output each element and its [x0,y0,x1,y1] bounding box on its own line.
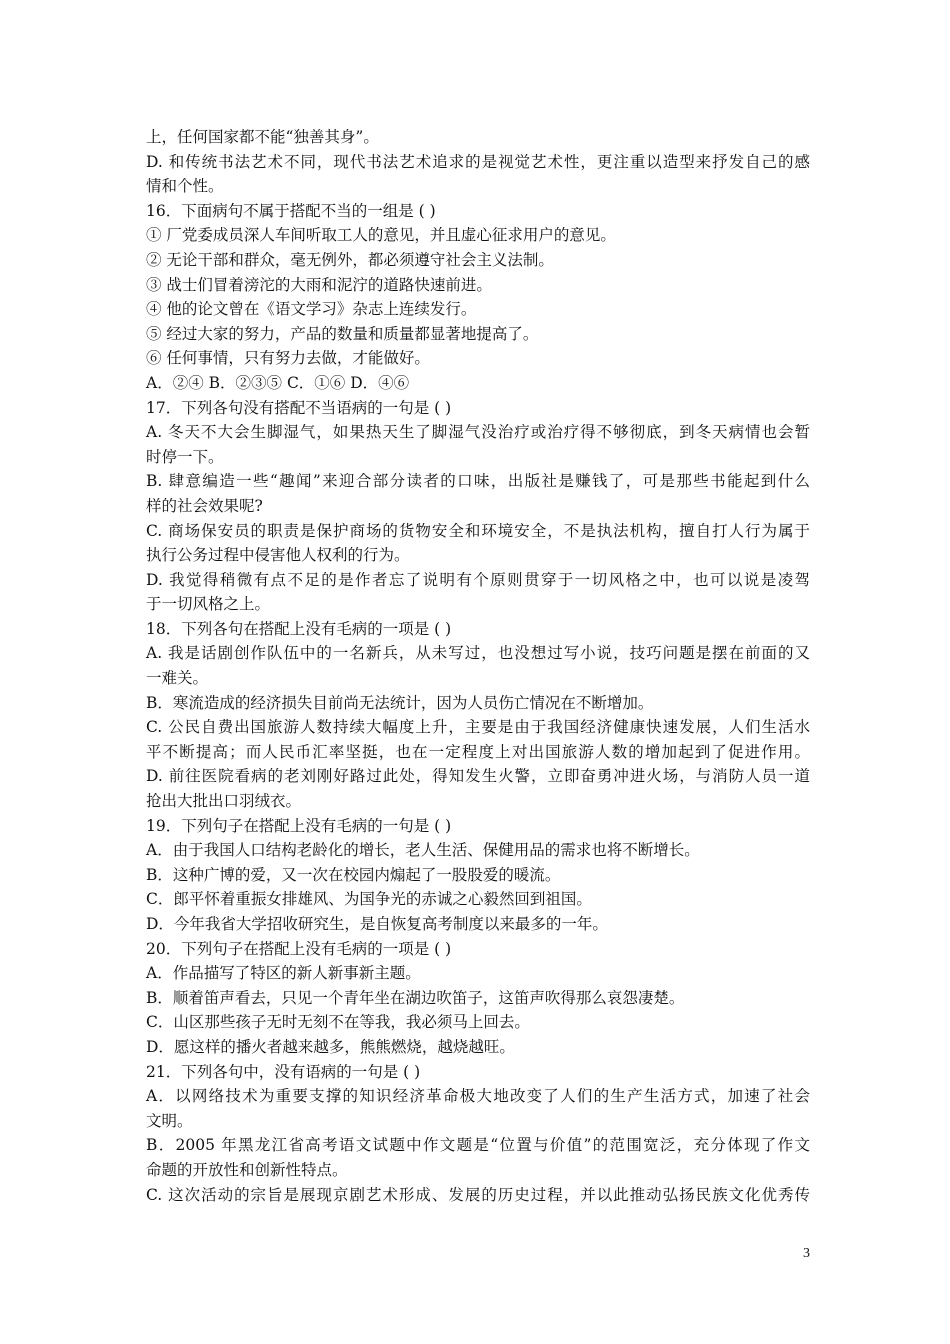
text-line: 情和个性。 [146,177,224,196]
text-line: B．顺着笛声看去，只见一个青年坐在湖边吹笛子，这笛声吹得那么哀怨凄楚。 [146,988,685,1007]
text-line: B．这种广博的爱，又一次在校园内煽起了一股股爱的暖流。 [146,865,561,884]
text-line: C．山区那些孩子无时无刻不在等我，我必须马上回去。 [146,1013,530,1032]
text-line: D．今年我省大学招收研究生，是自恢复高考制度以来最多的一年。 [146,915,608,933]
text-line: ② 无论干部和群众，毫无例外，都必须遵守社会主义法制。 [146,250,554,269]
text-line: C. 公民自费出国旅游人数持续大幅度上升，主要是由于我国经济健康快速发展，人们生活水 [146,718,810,737]
text-line: D．愿这样的播火者越来越多，熊熊燃烧，越烧越旺。 [146,1037,515,1056]
text-line: 17．下列各句没有搭配不当语病的一句是 ( ) [146,398,452,417]
text-line: 20．下列句子在搭配上没有毛病的一项是 ( ) [146,939,452,958]
page-number: 3 [803,1246,810,1261]
text-line: ⑥ 任何事情，只有努力去做，才能做好。 [146,349,430,368]
text-line: ③ 战士们冒着滂沱的大雨和泥泞的道路快速前进。 [146,275,492,294]
text-line: 上，任何国家都不能“独善其身”。 [146,128,379,146]
text-line: 样的社会效果呢? [146,496,263,515]
text-line: A．②④ B．②③⑤ C．①⑥ D．④⑥ [146,373,410,392]
text-line: A．作品描写了特区的新人新事新主题。 [146,964,421,983]
text-line: 19．下列句子在搭配上没有毛病的一句是 ( ) [146,816,452,835]
text-line: A. 冬天不大会生脚湿气，如果热天生了脚湿气没治疗或治疗得不够彻底，到冬天病情也会暂 [146,423,810,442]
text-line: 21．下列各句中，没有语病的一句是 ( ) [146,1062,421,1081]
text-line: 平不断提高；而人民币汇率坚挺，也在一定程度上对出国旅游人数的增加起到了促进作用。 [146,742,810,761]
text-line: C. 商场保安员的职责是保护商场的货物安全和环境安全，不是执法机构，擅自打人行为属于 [146,521,810,540]
text-line: ⑤ 经过大家的努力，产品的数量和质量都显著地提高了。 [146,324,539,343]
text-line: A．由于我国人口结构老龄化的增长，老人生活、保健用品的需求也将不断增长。 [146,841,700,860]
text-line: B．寒流造成的经济损失目前尚无法统计，因为人员伤亡情况在不断增加。 [146,693,654,712]
text-line: ④ 他的论文曾在《语文学习》杂志上连续发行。 [146,300,477,319]
text-line: 于一切风格之上。 [146,595,271,614]
text-line: 一难关。 [146,669,209,688]
text-line: C. 这次活动的宗旨是展现京剧艺术形成、发展的历史过程，并以此推动弘扬民族文化优秀传 [146,1185,810,1204]
text-line: D. 我觉得稍微有点不足的是作者忘了说明有个原则贯穿于一切风格之中，也可以说是凌驾 [146,570,810,589]
text-line: D. 前往医院看病的老刘刚好路过此处，得知发生火警，立即奋勇冲进火场，与消防人员一道 [146,767,810,786]
text-line: 16．下面病句不属于搭配不当的一组是 ( ) [146,201,436,220]
text-line: C．郎平怀着重振女排雄风、为国争光的赤诚之心毅然回到祖国。 [146,890,592,909]
text-line: 文明。 [146,1111,193,1130]
text-line: 命题的开放性和创新性特点。 [146,1160,348,1179]
document-body [146,125,810,1207]
text-line: ① 厂党委成员深人车间听取工人的意见，并且虚心征求用户的意见。 [146,226,616,245]
text-line: 18．下列各句在搭配上没有毛病的一项是 ( ) [146,619,452,638]
text-line: B. 肆意编造一些“趣闻”来迎合部分读者的口味，出版社是赚钱了，可是那些书能起到什么 [146,472,810,491]
text-line: A．以网络技术为重要支撑的知识经济革命极大地改变了人们的生产生活方式，加速了社会 [146,1087,810,1106]
text-line: 执行公务过程中侵害他人权利的行为。 [146,546,410,565]
text-line: A. 我是话剧创作队伍中的一名新兵，从未写过，也没想过写小说，技巧问题是摆在前面的又 [146,644,810,663]
text-line: D. 和传统书法艺术不同，现代书法艺术追求的是视觉艺术性，更注重以造型来抒发自己的感 [146,152,810,171]
text-line: 时停一下。 [146,447,224,466]
text-line: 抢出大批出口羽绒衣。 [146,792,302,811]
text-line: B．2005 年黑龙江省高考语文试题中作文题是“位置与价值”的范围宽泛，充分体现了作文 [146,1136,810,1155]
